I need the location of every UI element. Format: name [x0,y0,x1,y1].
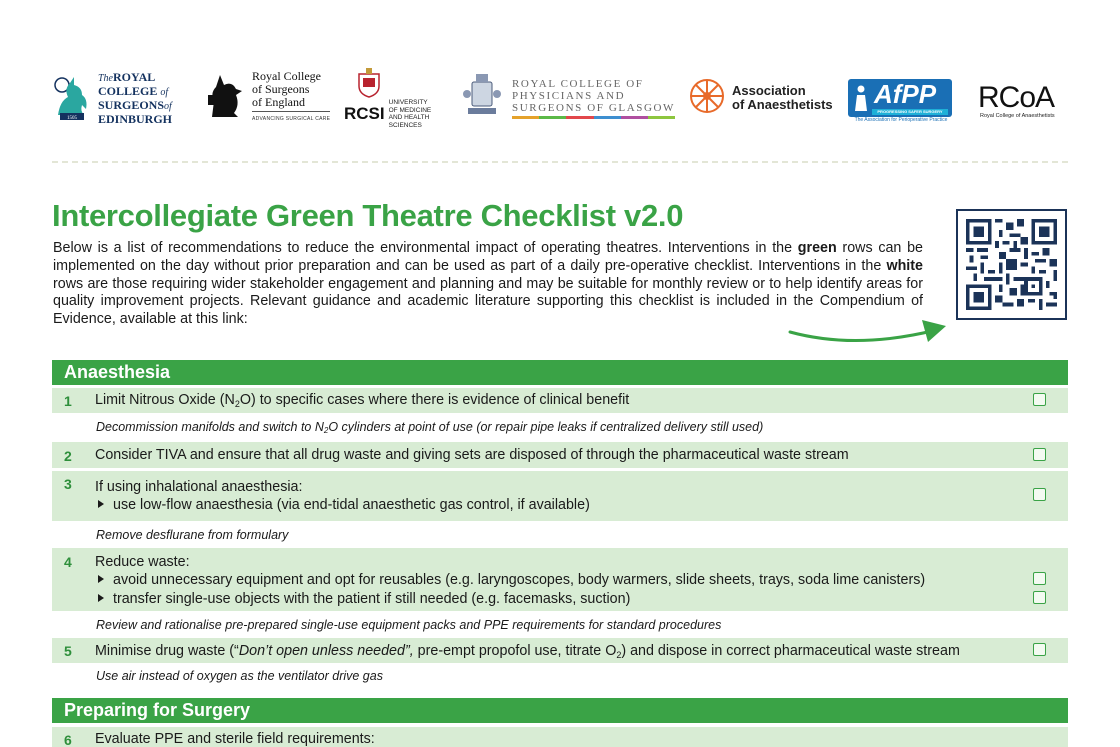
logo-rcsed [52,66,172,130]
bullet-triangle-icon [98,500,104,508]
checkbox[interactable] [1033,591,1046,604]
bullet-triangle-icon [98,575,104,583]
checklist-row-2 [52,442,1068,468]
item-number: 2 [64,448,72,464]
item-text: Evaluate PPE and sterile field requirements: [95,731,375,747]
rcpsg-colour-bar [512,116,675,119]
checkbox[interactable] [1033,393,1046,406]
checkbox[interactable] [1033,488,1046,501]
section-header-anaesthesia: Anaesthesia [52,360,1068,385]
section-header-preparing-for-surgery: Preparing for Surgery [52,698,1068,723]
bullet-item: avoid unnecessary equipment and opt for reusables (e.g. laryngoscopes, body warmers, slide sheets, trays, soda lime canisters) [95,572,925,588]
intro-paragraph: Below is a list of recommendations to reduce the environmental impact of operating theatres. Interventions in the green rows can be implemented on the day without prior preparation and can be used as part of a daily pre-operative checklist. Interventions in the white rows are those requiring wider stakeholder engagement and planning and may be suitable for monthly review or to help identify areas for quality improvement projects. Relevant guidance and academic literature supporting this checklist is included in the Compendium of Evidence, available at this link: [53,240,923,328]
checkbox[interactable] [1033,643,1046,656]
item-number: 1 [64,393,72,409]
divider [52,161,1068,163]
shield-crest-icon [354,68,384,98]
rcsi-mark: RCSI [344,104,385,123]
checkbox[interactable] [1033,448,1046,461]
bullet-item: transfer single-use objects with the patient if still needed (e.g. facemasks, suction) [95,591,630,607]
note-row-5: Use air instead of oxygen as the ventilator drive gas [96,669,383,683]
rcoa-mark: RCoA [978,81,1055,114]
checklist-row-3 [52,471,1068,521]
note-row-1: Decommission manifolds and switch to $N_2O$ cylinders at point of use (or repair pipe leaks if centralized delivery still used) [96,420,764,435]
item-text: If using inhalational anaesthesia: [95,479,303,495]
logo-aoa [688,66,833,130]
rcoa-caption: Royal College of Anaesthetists [980,113,1055,119]
bullet-item: use low-flow anaesthesia (via end-tidal anaesthetic gas control, if available) [95,497,590,513]
rcsi-wordmark: UNIVERSITY OF MEDICINE AND HEALTH SCIENCES [388,99,432,129]
heraldic-crest-icon [462,72,502,125]
page-title: Intercollegiate Green Theatre Checklist v2.0 [52,198,684,233]
checklist-row-5 [52,638,1068,663]
checklist-row-4 [52,548,1068,611]
logo-rcoa [978,66,1054,130]
checklist-row-6 [52,727,1068,747]
rcpsg-wordmark: ROYAL COLLEGE OF PHYSICIANS AND SURGEONS OF GLASGOW [512,78,675,119]
checkbox[interactable] [1033,572,1046,585]
logo-afpp [848,66,952,130]
item-number: 3 [64,476,72,492]
starburst-icon [688,77,726,120]
rcseng-wordmark: Royal College of Surgeons of England ADVANCING SURGICAL CARE [252,70,330,126]
logo-rcpsg [462,66,675,130]
bullet-triangle-icon [98,594,104,602]
figure-icon [852,85,870,111]
unicorn-crest-icon [52,75,94,121]
logo-rcsi [344,66,431,130]
aoa-wordmark: Association of Anaesthetists [732,83,833,112]
item-text: Reduce waste: [95,554,190,570]
item-number: 4 [64,554,72,570]
arrow-icon [786,312,951,352]
item-text: Minimise drug waste (“Don’t open unless needed”, pre-empt propofol use, titrate $O_2$) and dispose in correct pharmaceutical waste stream [95,643,960,660]
note-row-3: Remove desflurane from formulary [96,528,289,542]
qr-code-icon[interactable] [956,209,1067,320]
afpp-badge: AfPP PROGRESSING SAFER SURGERY [848,79,952,117]
rcsed-year: 1505 [67,116,77,121]
afpp-caption: The Association for Perioperative Practice [854,117,948,123]
item-number: 5 [64,643,72,659]
rcsed-wordmark: TheROYAL COLLEGE of SURGEONSof EDINBURGH [98,70,173,126]
checklist-row-1 [52,388,1068,413]
note-row-4: Review and rationalise pre-prepared single-use equipment packs and PPE requirements for standard procedures [96,618,722,632]
item-number: 6 [64,732,72,747]
griffin-crest-icon [206,71,246,126]
item-text: Limit Nitrous Oxide $(N_2O)$ to specific cases where there is evidence of clinical benefit [95,392,630,409]
item-text: Consider TIVA and ensure that all drug waste and giving sets are disposed of through the pharmaceutical waste stream [95,447,849,463]
logo-rcseng [206,66,330,130]
logo-strip [52,66,1068,130]
